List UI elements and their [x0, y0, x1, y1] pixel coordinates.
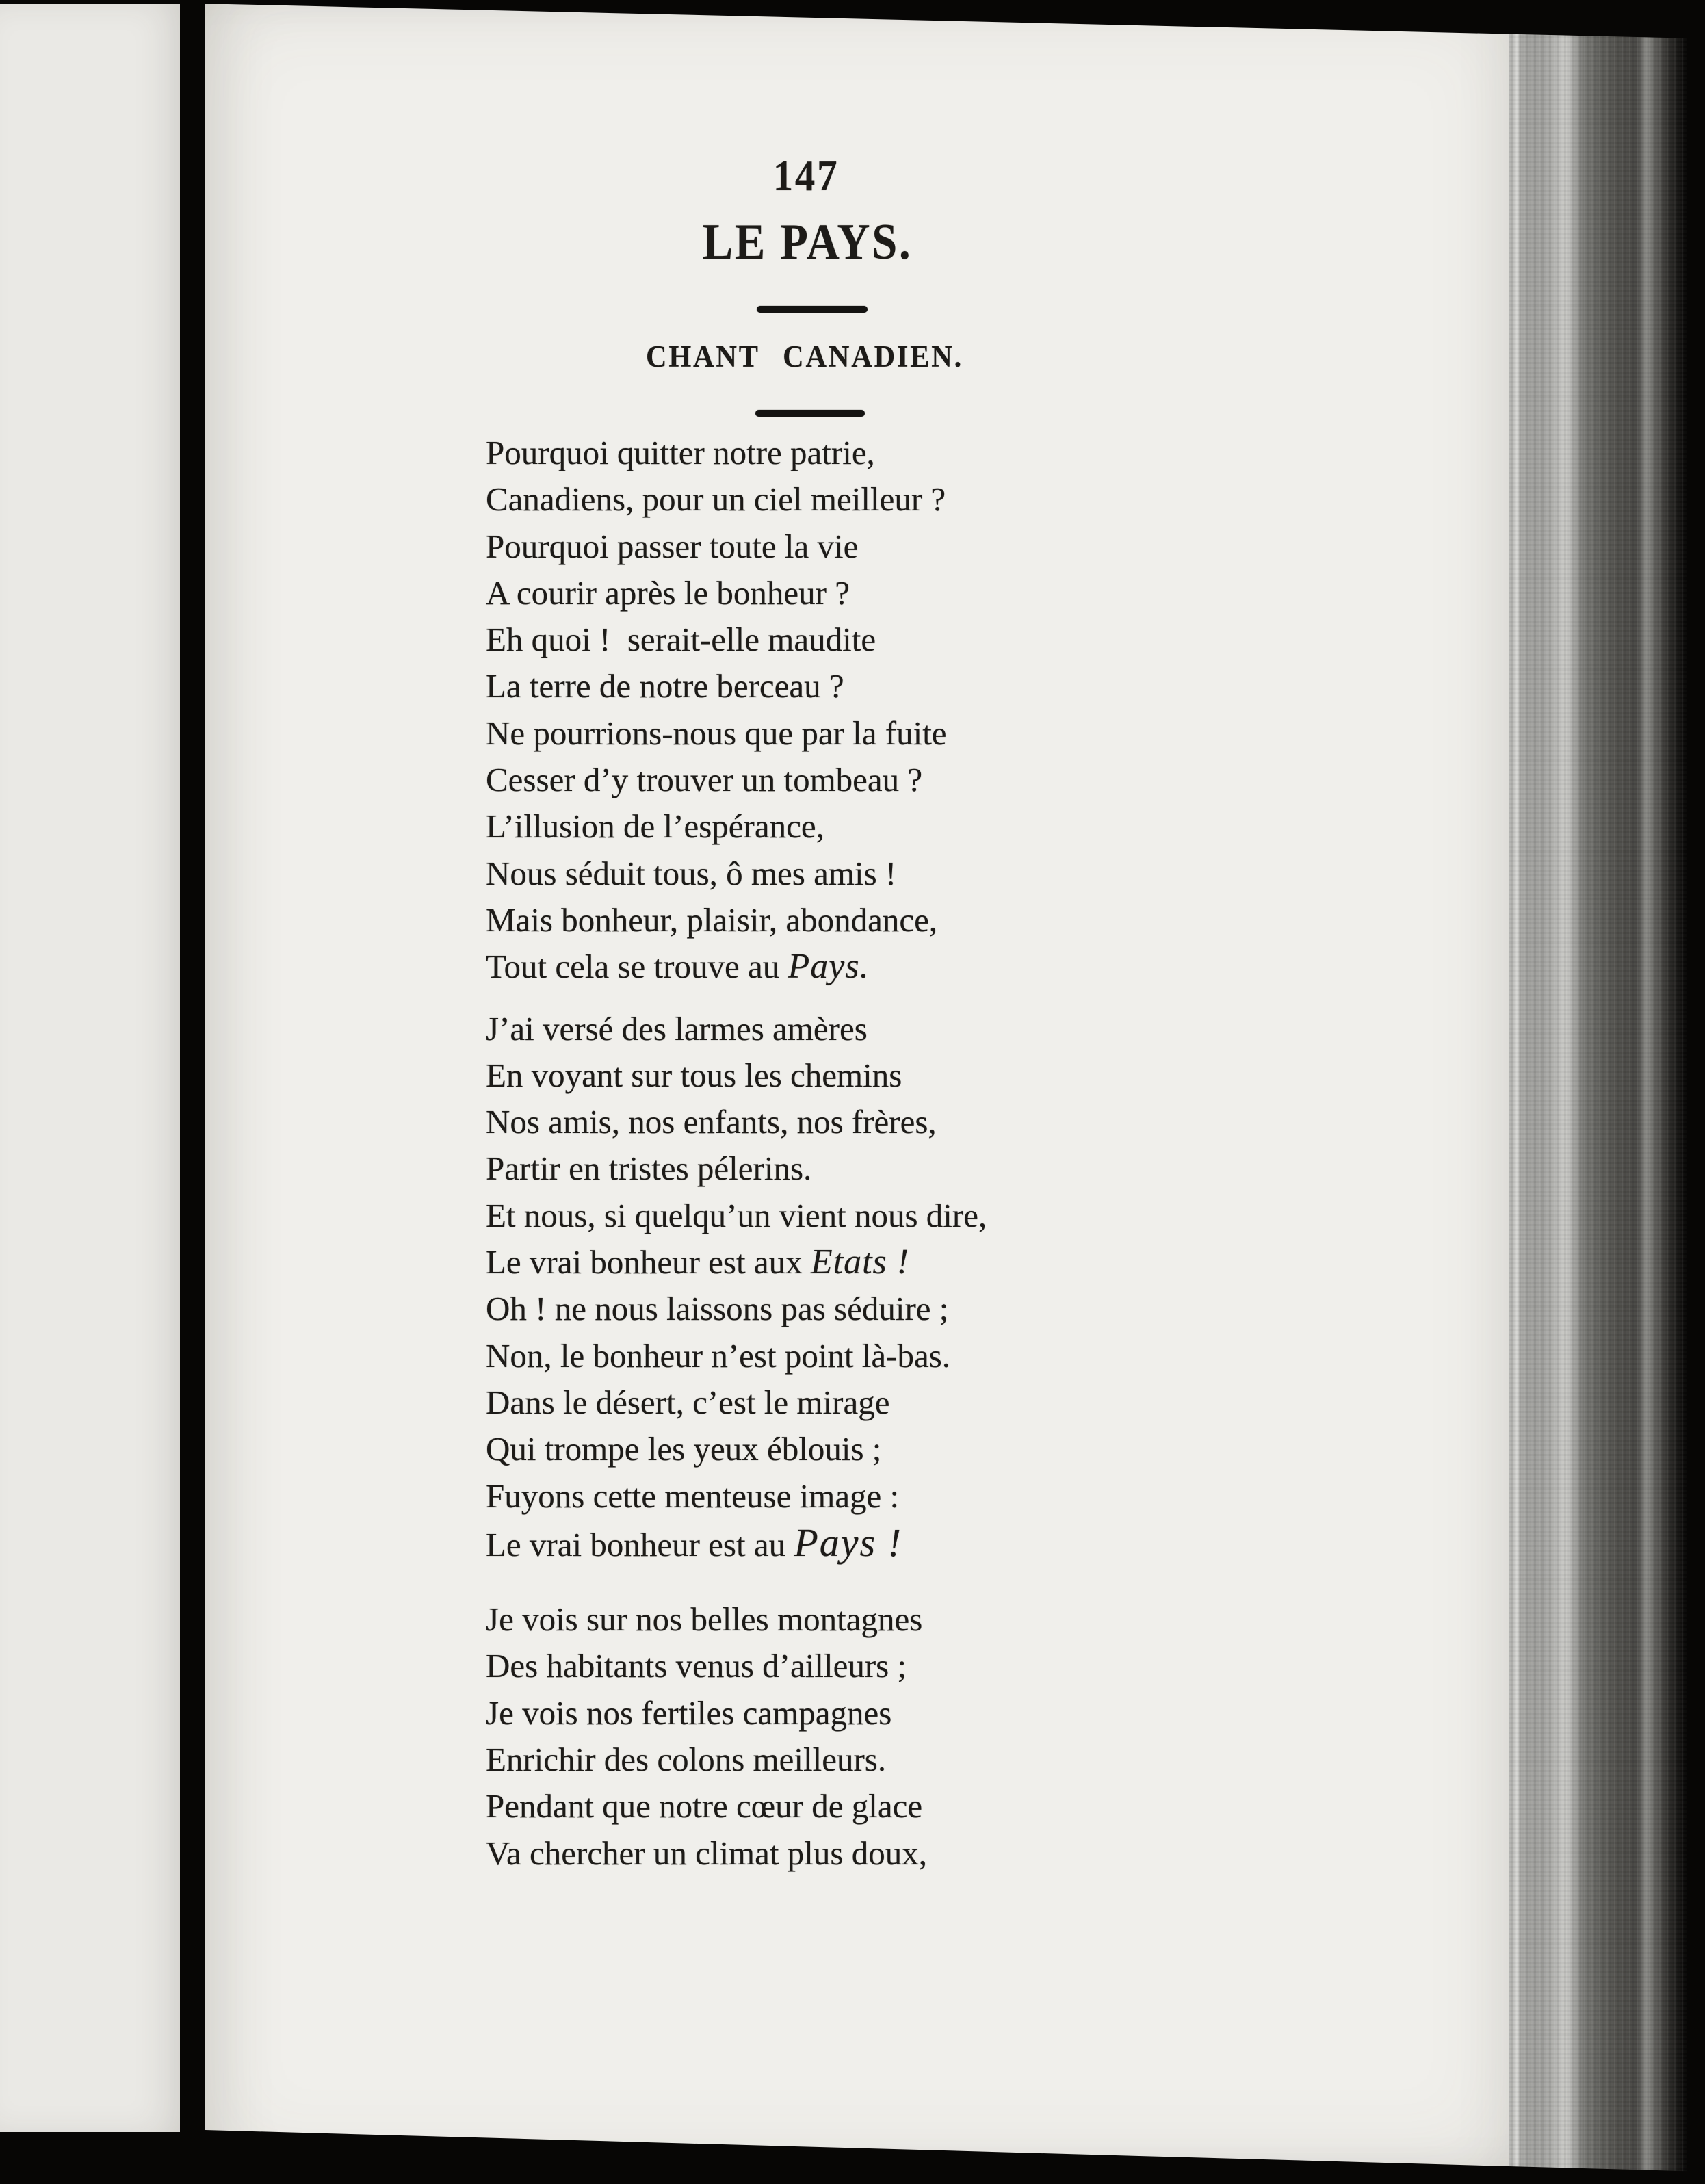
facing-page-edge — [0, 4, 180, 2132]
poem-text: Pourquoi quitter notre patrie, — [486, 434, 875, 471]
poem-line — [486, 1193, 987, 1239]
poem-text: Enrichir des colons meilleurs. — [486, 1741, 887, 1779]
poem-line — [486, 1286, 987, 1332]
poem-line — [486, 570, 987, 616]
poem-text: Cesser d’y trouver un tombeau ? — [486, 761, 923, 799]
poem-line — [486, 803, 987, 850]
poem-line — [486, 944, 987, 990]
poem-line — [486, 1596, 987, 1643]
poem-emphasis: Etats ! — [810, 1243, 910, 1282]
poem-line — [486, 1643, 987, 1689]
page-surface — [205, 4, 1509, 2166]
poem-text: La terre de notre berceau ? — [486, 667, 844, 705]
poem-stanza — [486, 1596, 987, 1877]
poem-stanza — [486, 1006, 987, 1569]
poem-line — [486, 710, 987, 757]
poem-line — [486, 523, 987, 570]
page-number: 147 — [772, 151, 840, 200]
poem-text: Pourquoi passer toute la vie — [486, 527, 859, 565]
page-subtitle: CHANT CANADIEN. — [645, 339, 964, 374]
page-title: LE PAYS. — [702, 214, 913, 270]
poem-line — [486, 1239, 987, 1286]
poem-text: Partir en tristes pélerins. — [486, 1149, 812, 1188]
poem-text: Ne pourrions-nous que par la fuite — [486, 714, 947, 752]
poem-line — [486, 1473, 987, 1520]
poem-text: Nous séduit tous, ô mes amis ! — [486, 854, 897, 892]
poem-text: Va chercher un climat plus doux, — [486, 1834, 927, 1872]
poem-text: Qui trompe les yeux éblouis ; — [486, 1430, 882, 1468]
poem-line — [486, 616, 987, 663]
poem-text: Je vois sur nos belles montagnes — [486, 1600, 923, 1639]
poem-stanza — [486, 430, 987, 991]
poem-line — [486, 1426, 987, 1472]
poem-text: Pendant que notre cœur de glace — [486, 1787, 923, 1825]
poem-text: Fuyons cette menteuse image : — [486, 1477, 900, 1515]
poem-text: Je vois nos fertiles campagnes — [486, 1693, 892, 1732]
poem-text: Et nous, si quelqu’un vient nous dire, — [486, 1196, 987, 1234]
poem-emphasis: Pays ! — [794, 1520, 902, 1565]
poem-line — [486, 850, 987, 897]
poem-text: Nos amis, nos enfants, nos frères, — [486, 1103, 937, 1141]
poem-line — [486, 1830, 987, 1877]
poem-text: Dans le désert, c’est le mirage — [486, 1383, 890, 1421]
poem-line — [486, 1145, 987, 1192]
poem-line — [486, 663, 987, 710]
poem-line — [486, 757, 987, 803]
book-fore-edge — [1509, 0, 1687, 2184]
poem-line — [486, 1099, 987, 1145]
poem-line — [486, 1690, 987, 1737]
poem-emphasis: Pays. — [788, 947, 870, 987]
poem-text: Le vrai bonheur est aux — [486, 1243, 811, 1282]
poem-text: Tout cela se trouve au — [486, 948, 788, 986]
poem-line — [486, 1052, 987, 1099]
poem-text: A courir après le bonheur ? — [486, 573, 850, 612]
poem-line — [486, 1783, 987, 1830]
poem-text: Canadiens, pour un ciel meilleur ? — [486, 480, 946, 519]
poem-line — [486, 1006, 987, 1052]
separator-rule-bottom — [755, 410, 865, 417]
poem-text: Le vrai bonheur est au — [486, 1525, 794, 1563]
poem-text: Oh ! ne nous laissons pas séduire ; — [486, 1290, 949, 1328]
poem-text: Mais bonheur, plaisir, abondance, — [486, 900, 938, 939]
poem-line — [486, 476, 987, 523]
poem-text: Des habitants venus d’ailleurs ; — [486, 1647, 907, 1685]
poem-line — [486, 1520, 987, 1568]
poem-text: En voyant sur tous les chemins — [486, 1056, 902, 1094]
poem-text: L’illusion de l’espérance, — [486, 807, 824, 846]
poem-line — [486, 897, 987, 944]
poem-text: Non, le bonheur n’est point là-bas. — [486, 1336, 951, 1375]
poem-line — [486, 430, 987, 476]
poem-text: J’ai versé des larmes amères — [486, 1009, 868, 1048]
separator-rule-top — [757, 306, 868, 313]
poem — [486, 430, 987, 1877]
poem-line — [486, 1333, 987, 1379]
poem-line — [486, 1379, 987, 1426]
poem-line — [486, 1737, 987, 1783]
poem-text: Eh quoi ! serait-elle maudite — [486, 621, 876, 659]
